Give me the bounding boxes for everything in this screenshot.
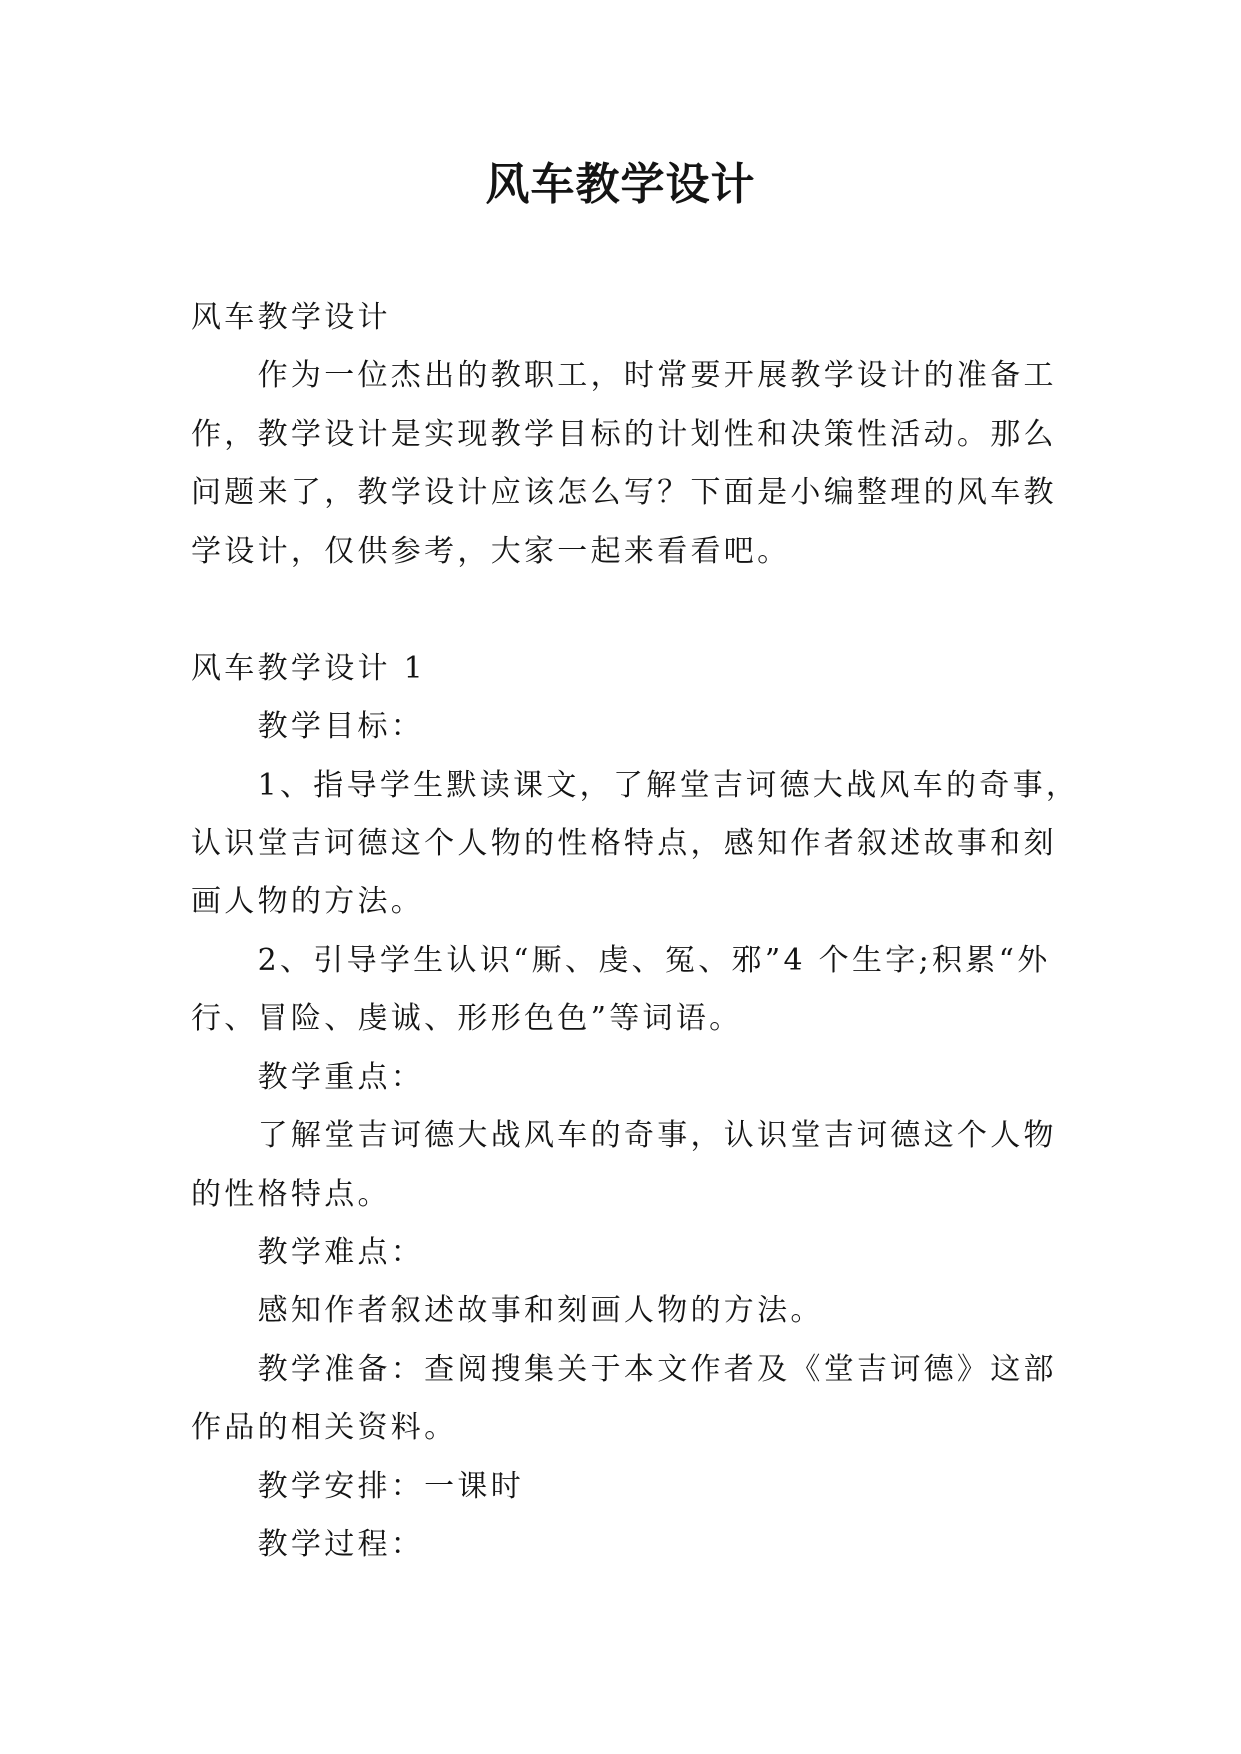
text-line: 教学过程： (257, 1527, 425, 1563)
intro-paragraph (191, 347, 1131, 581)
text-line: 问题来了，教学设计应该怎么写？下面是小编整理的风车教 (191, 475, 1057, 511)
text-line: 教学准备：查阅搜集关于本文作者及《堂吉诃德》这部 (257, 1351, 1057, 1387)
text-line: 了解堂吉诃德大战风车的奇事，认识堂吉诃德这个人物 (257, 1118, 1057, 1154)
document-body (191, 289, 1131, 1575)
text-line: 行、冒险、虔诚、形形色色”等词语。 (191, 1001, 743, 1037)
text-line: 的性格特点。 (191, 1176, 391, 1212)
text-line: 学设计，仅供参考，大家一起来看看吧。 (191, 533, 791, 569)
objective-item-1 (191, 757, 1131, 932)
text-line: 作为一位杰出的教职工，时常要开展教学设计的准备工 (257, 358, 1057, 394)
text-line: 教学安排：一课时 (257, 1468, 524, 1504)
schedule-text (191, 1458, 1131, 1516)
document-title: 风车教学设计 (485, 159, 756, 210)
objectives-label (191, 698, 1131, 756)
text-line: 教学目标： (257, 709, 425, 745)
difficulties-label (191, 1224, 1131, 1282)
text-line: 认识堂吉诃德这个人物的性格特点，感知作者叙述故事和刻 (191, 825, 1057, 861)
section-heading: 风车教学设计 1 (191, 650, 427, 686)
text-line: 画人物的方法。 (191, 884, 425, 920)
intro-heading: 风车教学设计 (191, 300, 391, 335)
objective-item-2 (191, 932, 1131, 1049)
blank-line (191, 581, 1131, 639)
text-line: 教学难点： (257, 1235, 425, 1270)
key-points-label (191, 1049, 1131, 1107)
preparation-text (191, 1341, 1131, 1458)
text-line: 2、引导学生认识“厮、虔、冤、邪”4 个生字;积累“外 (257, 942, 1051, 978)
process-label (191, 1516, 1131, 1574)
text-line: 感知作者叙述故事和刻画人物的方法。 (257, 1293, 824, 1329)
text-line: 作，教学设计是实现教学目标的计划性和决策性活动。那么 (191, 416, 1057, 452)
text-line: 1、指导学生默读课文，了解堂吉诃德大战风车的奇事， (257, 767, 1080, 803)
text-line: 教学重点： (257, 1059, 425, 1095)
difficulties-text (191, 1282, 1131, 1340)
text-line: 作品的相关资料。 (191, 1410, 458, 1446)
key-points-text (191, 1107, 1131, 1224)
